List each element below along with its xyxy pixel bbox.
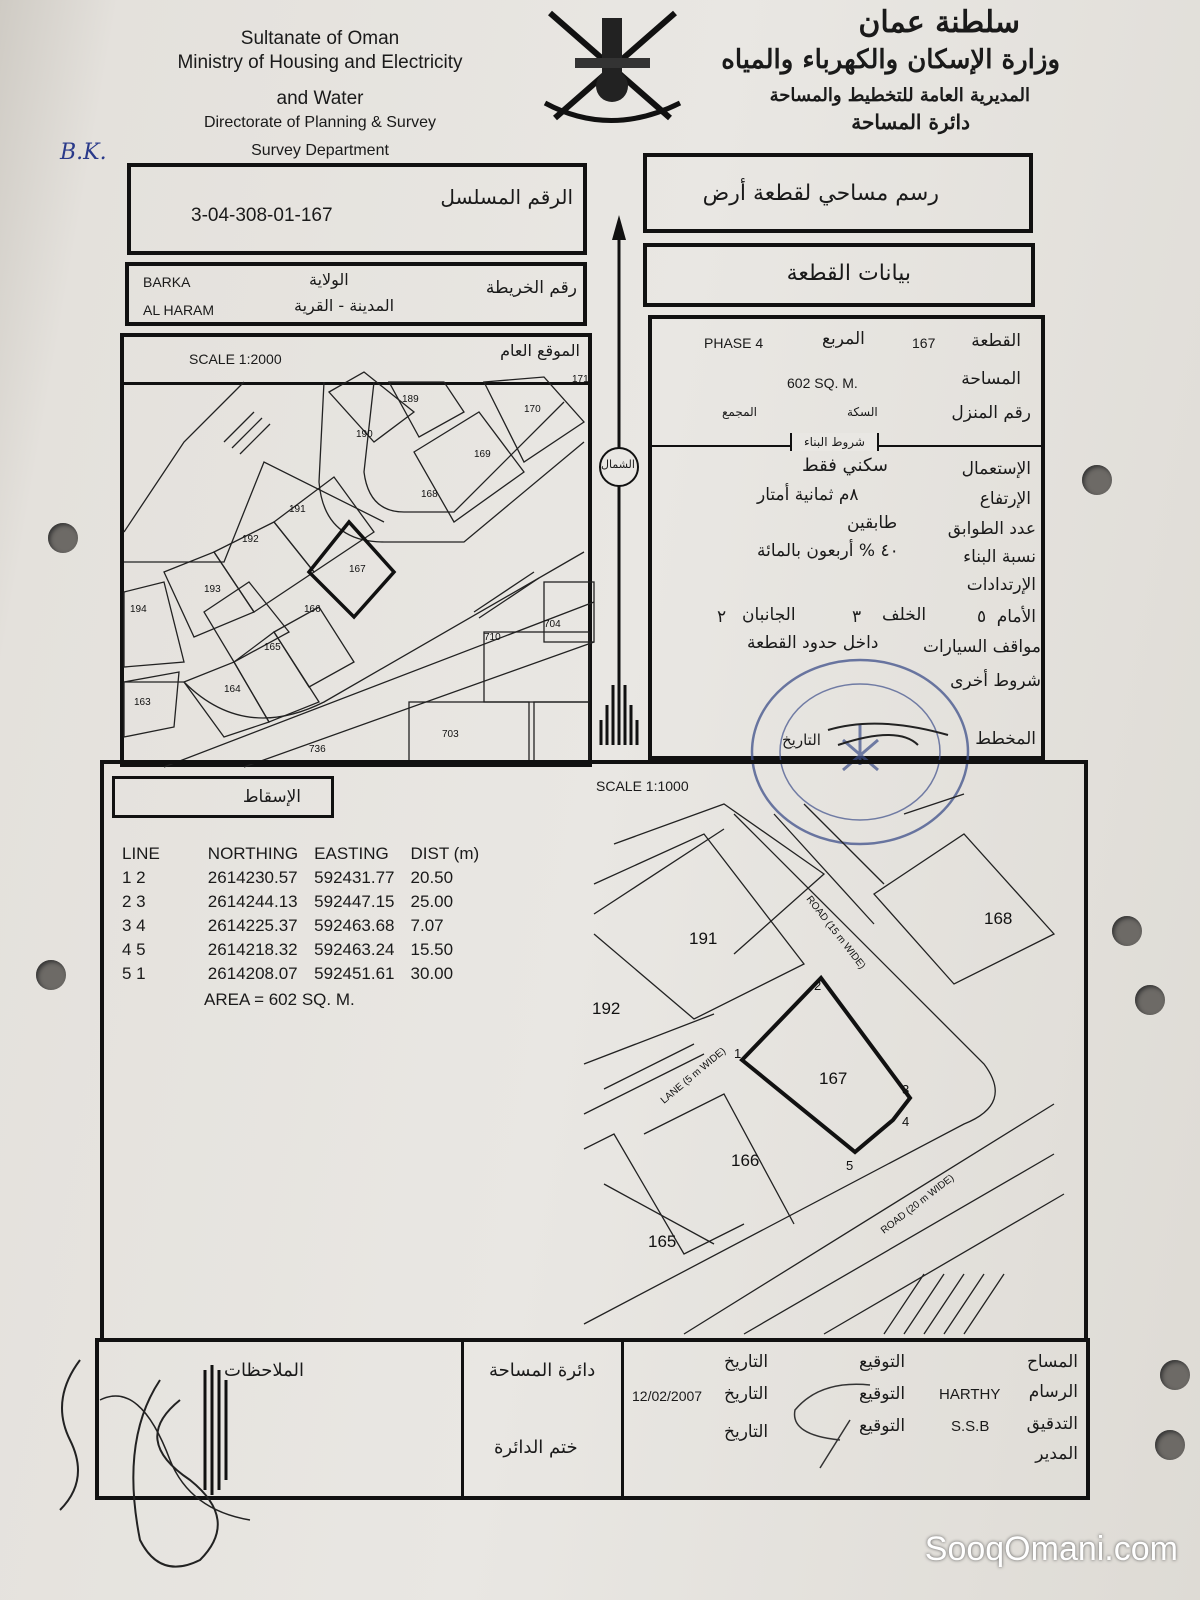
plot-label: 166: [304, 604, 321, 615]
serial-number: 3-04-308-01-167: [191, 205, 333, 226]
north-arrow-icon: [592, 215, 647, 765]
punch-hole: [1112, 916, 1142, 946]
road-15m-label: ROAD (15 m WIDE): [803, 894, 868, 972]
northing-cell: 2614230.57: [207, 868, 298, 887]
lane-label: LANE (5 m WIDE): [658, 1045, 729, 1107]
wilayat-label: الولاية: [309, 270, 349, 289]
drafter-name: HARTHY: [939, 1386, 1001, 1403]
plot-label: 190: [356, 429, 373, 440]
signature-label: التوقيع: [859, 1416, 906, 1436]
site-map-drawing: [124, 374, 590, 767]
line-cell: 1 2: [122, 868, 146, 887]
vertex-label: 1: [734, 1046, 742, 1061]
date-label: التاريخ: [724, 1352, 769, 1372]
plot-label: 170: [524, 404, 541, 415]
header-country: Sultanate of Oman: [240, 28, 400, 49]
area-value: 602 SQ. M.: [787, 375, 858, 391]
site-map: [120, 333, 592, 767]
northing-cell: 2614218.32: [207, 940, 298, 959]
plot-label: 169: [474, 449, 491, 460]
serial-box: [127, 163, 587, 255]
setbacks-label: الإرتدادات: [966, 575, 1036, 595]
plot-label: 168: [421, 489, 438, 500]
document-title: رسم مساحي لقطعة أرض: [702, 181, 939, 206]
easting-cell: 592463.68: [314, 916, 395, 935]
village-value: AL HARAM: [143, 302, 215, 318]
building-ratio-label: نسبة البناء: [963, 547, 1036, 567]
plot-projection-drawing: [584, 804, 1084, 1339]
surveyor-label: المساح: [1026, 1352, 1078, 1372]
checker-name: S.S.B: [951, 1418, 990, 1435]
total-area: AREA = 602 SQ. M.: [204, 990, 355, 1009]
plot-label: 189: [402, 394, 419, 405]
plot-label: 166: [731, 1151, 760, 1170]
vertex-label: 5: [846, 1158, 854, 1173]
parking-label: مواقف السيارات: [922, 637, 1041, 657]
block-value: PHASE 4: [704, 335, 764, 351]
plot-167-boundary: [742, 978, 910, 1152]
projection-title: الإسقاط: [242, 787, 301, 807]
planner-label: المخطط: [975, 729, 1036, 749]
back-value: ٣: [852, 607, 862, 627]
plot-data-title-box: [643, 243, 1035, 307]
table-row: [114, 866, 487, 890]
date-label: التاريخ: [724, 1422, 769, 1442]
road-20m-label: ROAD (20 m WIDE): [879, 1172, 957, 1237]
plot-label: 168: [984, 909, 1013, 928]
header-directorate: Directorate of Planning & Survey: [203, 114, 437, 131]
plot-label: 192: [592, 999, 621, 1018]
floors-value: طابقين: [847, 513, 898, 533]
map-number-label: رقم الخريطة: [485, 278, 577, 298]
north-label: الشمال: [601, 458, 635, 471]
punch-hole: [1082, 465, 1112, 495]
plot-number: 167: [912, 335, 936, 351]
plot-label: 171: [572, 374, 589, 385]
plot-label: 194: [130, 604, 147, 615]
site-map-header: [124, 337, 588, 385]
drawing-date: 12/02/2007: [632, 1388, 703, 1404]
floors-label: عدد الطوابق: [947, 519, 1036, 539]
location-box: [125, 262, 587, 326]
header-department: Survey Department: [251, 142, 389, 159]
street-label: السكة: [847, 405, 878, 419]
table-header: [114, 842, 487, 866]
use-value: سكني فقط: [802, 455, 888, 476]
punch-hole: [36, 960, 66, 990]
sides-label: الجانبان: [742, 605, 796, 625]
line-cell: 5 1: [122, 964, 146, 983]
serial-label: الرقم المسلسل: [440, 185, 573, 209]
notes-label: الملاحظات: [224, 1360, 304, 1381]
front-value: ٥: [977, 607, 987, 627]
easting-cell: 592463.24: [314, 940, 395, 959]
header-ar-department: دائرة المساحة: [851, 110, 970, 134]
projection-title-box: [112, 776, 334, 818]
use-label: الإستعمال: [961, 459, 1031, 479]
header-easting: EASTING: [314, 844, 389, 863]
site-map-title: الموقع العام: [500, 341, 580, 360]
punch-hole: [1155, 1430, 1185, 1460]
checker-label: التدقيق: [1026, 1414, 1078, 1434]
plot-label: 167: [349, 564, 366, 575]
complex-label: المجمع: [722, 405, 757, 419]
plot-label: 167: [819, 1069, 848, 1088]
survey-circle-label: دائرة المساحة: [489, 1360, 596, 1381]
watermark: SooqOmani.com: [924, 1530, 1178, 1568]
table-row: [114, 938, 487, 962]
handwritten-signature-icon: [40, 1340, 300, 1590]
plot-label: 165: [264, 642, 281, 653]
dist-cell: 15.50: [410, 940, 454, 959]
northing-cell: 2614244.13: [207, 892, 298, 911]
line-cell: 2 3: [122, 892, 146, 911]
area-label: المساحة: [961, 369, 1021, 389]
wilayat-value: BARKA: [143, 274, 191, 290]
line-cell: 3 4: [122, 916, 146, 935]
signature-label: التوقيع: [859, 1352, 906, 1372]
divider: [621, 1342, 624, 1496]
plot-label: 704: [544, 619, 561, 630]
front-label: الأمام: [996, 607, 1036, 627]
circle-stamp-label: ختم الدائرة: [494, 1437, 578, 1458]
planner-date-label: التاريخ: [782, 731, 821, 749]
table-row: [114, 890, 487, 914]
sides-value: ٢: [717, 607, 727, 627]
header-ministry: Ministry of Housing and Electricity: [177, 52, 463, 73]
plot-label: 710: [484, 632, 501, 643]
header-ar-country: سلطنة عمان: [858, 5, 1020, 40]
dist-cell: 7.07: [410, 916, 444, 935]
easting-cell: 592431.77: [314, 868, 395, 887]
plot-number-label: القطعة: [971, 331, 1021, 351]
dist-cell: 25.00: [410, 892, 454, 911]
vertex-label: 3: [902, 1082, 910, 1097]
title-box: [643, 153, 1033, 233]
vertex-label: 2: [814, 978, 822, 993]
line-cell: 4 5: [122, 940, 146, 959]
header-northing: NORTHING: [207, 844, 299, 863]
plot-label: 191: [689, 929, 718, 948]
northing-cell: 2614208.07: [207, 964, 298, 983]
handwritten-signature-icon: [780, 1380, 890, 1470]
village-label: المدينة - القرية: [294, 296, 395, 315]
plot-label: 165: [648, 1232, 677, 1251]
header-ar-ministry: وزارة الإسكان والكهرباء والمياه: [721, 45, 1060, 75]
date-label: التاريخ: [724, 1384, 769, 1404]
plot-label: 736: [309, 744, 326, 755]
header-line: LINE: [122, 844, 160, 863]
divider: [461, 1342, 464, 1496]
director-label: المدير: [1035, 1444, 1078, 1464]
handwritten-initials: B.K.: [60, 140, 107, 165]
building-conditions-title: شروط البناء: [790, 433, 879, 451]
site-map-scale: SCALE 1:2000: [189, 351, 282, 367]
plot-label: 192: [242, 534, 259, 545]
header-dist: DIST (m): [410, 844, 480, 863]
punch-hole: [48, 523, 78, 553]
plot-label: 703: [442, 729, 459, 740]
plot-label: 164: [224, 684, 241, 695]
block-label: المربع: [822, 329, 865, 349]
header-ministry-2: and Water: [276, 88, 364, 109]
table-row: [114, 914, 487, 938]
table-row: [114, 962, 487, 986]
signature-label: التوقيع: [859, 1384, 906, 1404]
drafter-label: الرسام: [1028, 1382, 1078, 1402]
dist-cell: 20.50: [410, 868, 454, 887]
plot-label: 163: [134, 697, 151, 708]
plot-data-title: بيانات القطعة: [786, 261, 911, 286]
house-number-label: رقم المنزل: [951, 403, 1031, 423]
back-label: الخلف: [882, 605, 927, 625]
height-value: ٨م ثمانية أمتار: [757, 485, 859, 505]
easting-cell: 592447.15: [314, 892, 395, 911]
projection-frame: [100, 760, 1088, 1342]
plot-label: 193: [204, 584, 221, 595]
other-conditions-label: شروط أخرى: [950, 671, 1041, 691]
plot-label: 191: [289, 504, 306, 515]
punch-hole: [1160, 1360, 1190, 1390]
header-ar-directorate: المديرية العامة للتخطيط والمساحة: [769, 85, 1030, 106]
projection-scale: SCALE 1:1000: [596, 778, 689, 794]
parking-value: داخل حدود القطعة: [747, 633, 879, 653]
height-label: الإرتفاع: [979, 489, 1031, 509]
oman-emblem-icon: [540, 8, 685, 128]
northing-cell: 2614225.37: [207, 916, 298, 935]
vertex-label: 4: [902, 1114, 910, 1129]
dist-cell: 30.00: [410, 964, 454, 983]
easting-cell: 592451.61: [314, 964, 395, 983]
punch-hole: [1135, 985, 1165, 1015]
building-ratio-value: ٤٠ % أربعون بالمائة: [757, 541, 899, 561]
coordinates-table: [114, 842, 487, 986]
